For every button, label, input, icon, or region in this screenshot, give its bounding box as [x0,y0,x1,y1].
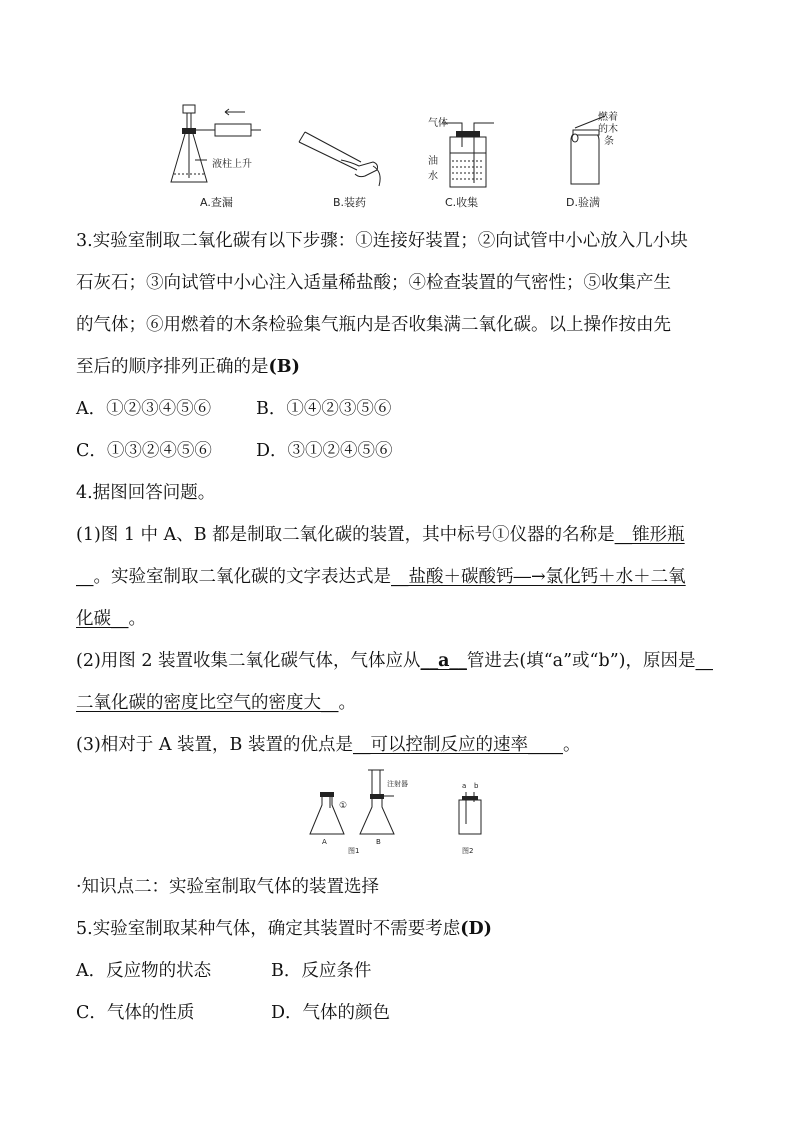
q5-option-b: B．反应条件 [271,961,372,981]
label-circle-1: ① [339,801,348,811]
label-pipe-b: b [474,782,479,790]
label-burning-1: 燃着 [598,112,618,123]
q4-part1-line3 [76,608,146,630]
label-figure-2: 图2 [462,847,474,855]
q4-answer-equation: __盐酸＋碳酸钙―→氯化钙＋水＋二氧 [391,567,686,587]
q3-option-b: B．①④②③⑤⑥ [256,399,392,419]
q3-line-4 [76,356,300,378]
caption-d: D.验满 [566,196,600,209]
q4-part3-end: 。 [562,735,581,755]
apparatus-c-drawing [440,115,500,190]
q4-title: 4.据图回答问题。 [76,483,216,503]
q4-answer-flask-tail: __ [76,567,94,587]
label-pipe-a: a [462,782,467,790]
q4-answer-reason: 二氧化碳的密度比空气的密度大__ [76,693,339,713]
label-flask-a: A [322,838,327,846]
label-syringe: 注射器 [387,780,408,788]
q5-stem: 5.实验室制取某种气体，确定其装置时不需要考虑 [76,919,461,939]
q5-option-a: A．反应物的状态 [76,961,212,981]
label-figure-1: 图1 [348,847,360,855]
apparatus-b-drawing [295,130,395,190]
caption-b: B.装药 [333,196,367,209]
q4-answer-pipe: __a__ [420,651,467,671]
label-liquid-rise: 液柱上升 [212,159,252,170]
label-water: 水 [428,171,438,182]
q3-answer: (B) [268,357,300,377]
q3-option-c: C．①③②④⑤⑥ [76,441,212,461]
label-gas: 气体 [428,118,448,129]
q4-answer-advantage: __可以控制反应的速率____ [352,735,563,755]
q3-stem: 至后的顺序排列正确的是 [76,357,269,377]
q4-part2-stem2: 管进去(填“a”或“b”)，原因是 [466,651,696,671]
q5-option-d: D．气体的颜色 [271,1003,391,1023]
q4-part1-line1 [76,524,685,546]
q4-answer-equation-tail: 化碳__ [76,609,129,629]
q4-answer-reason-head: __ [695,651,713,671]
q4-part3-stem: (3)相对于 A 装置，B 装置的优点是 [76,735,353,755]
gas-bottle-drawing [455,790,485,836]
q4-part1-stem2: 。实验室制取二氧化碳的文字表达式是 [93,567,391,587]
q3-option-a: A．①②③④⑤⑥ [76,399,212,419]
q4-part2-stem: (2)用图 2 装置收集二氧化碳气体，气体应从 [76,651,421,671]
label-flask-b: B [376,838,381,846]
q4-part1-end: 。 [128,609,146,629]
q3-line-3: 的气体；⑥用燃着的木条检验集气瓶内是否收集满二氧化碳。以上操作按由先 [76,315,671,335]
q4-part2-end: 。 [338,693,356,713]
q3-option-d: D．③①②④⑤⑥ [256,441,393,461]
apparatus-a-drawing [165,100,265,190]
q4-part2-line1 [76,650,713,672]
label-burning-3: 条 [604,136,614,147]
flask-a-drawing [308,790,348,840]
q5-answer: (D) [460,919,492,939]
q5-line-1 [76,918,492,940]
label-oil: 油 [428,156,438,167]
label-burning-2: 的木 [598,124,618,135]
q4-answer-flask: __锥形瓶 [614,525,685,545]
q4-part2-line2 [76,692,356,714]
q3-line-2: 石灰石；③向试管中小心注入适量稀盐酸；④检查装置的气密性；⑤收集产生 [76,273,671,293]
caption-c: C.收集 [445,196,479,209]
q4-part1-line2 [76,566,686,588]
q4-part1-stem: (1)图 1 中 A、B 都是制取二氧化碳的装置，其中标号①仪器的名称是 [76,525,615,545]
q4-part3 [76,734,580,756]
q3-line-1: 3.实验室制取二氧化碳有以下步骤：①连接好装置；②向试管中小心放入几小块 [76,231,688,251]
knowledge-point-2-title: ·知识点二：实验室制取气体的装置选择 [76,877,380,897]
q5-option-c: C．气体的性质 [76,1003,195,1023]
caption-a: A.查漏 [200,196,233,209]
